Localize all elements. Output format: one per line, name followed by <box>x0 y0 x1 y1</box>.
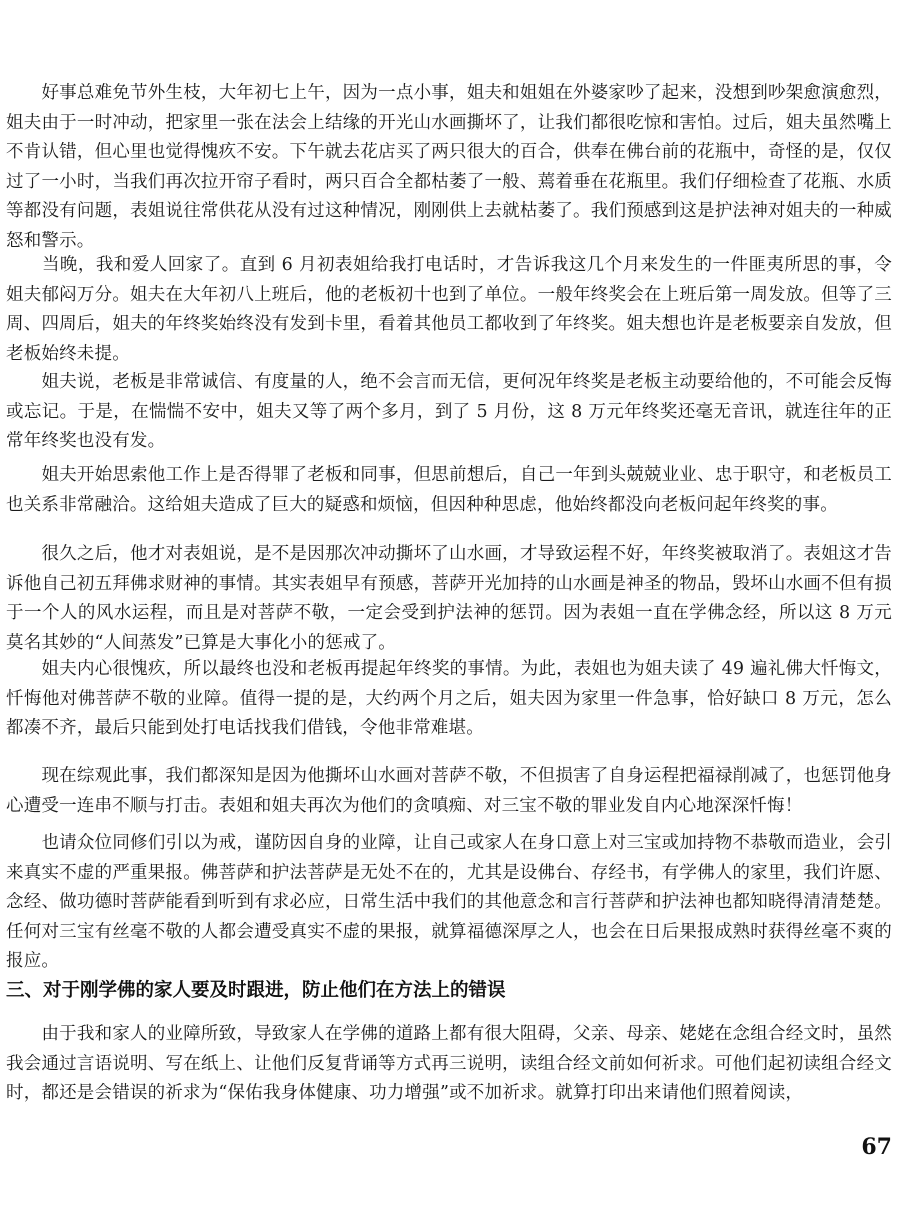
paragraph-family-practice: 由于我和家人的业障所致，导致家人在学佛的道路上都有很大阻碍，父亲、母亲、姥姥在念组合经文时，虽然我会通过言语说明、写在纸上、让他们反复背诵等方式再三说明，读组合经文前如何祈求。可他们起初读组合经文时，都还是会错误的祈求为“保佑我身体健康、功力增强”或不加祈求。就算打印出来请他们照着阅读， <box>6 1024 892 1103</box>
paragraph-boss-integrity: 姐夫说，老板是非常诚信、有度量的人，绝不会言而无信，更何况年终奖是老板主动要给他的，不可能会反悔或忘记。于是，在惴惴不安中，姐夫又等了两个多月，到了 5 月份，这 8 万元年终奖还毫无音讯，就连往年的正常年终奖也没有发。 <box>6 372 892 451</box>
page-number: 67 <box>861 1134 892 1160</box>
paragraph-warning: 也请众位同修们引以为戒，谨防因自身的业障，让自己或家人在身口意上对三宝或加持物不恭敬而造业，会引来真实不虚的严重果报。佛菩萨和护法菩萨是无处不在的，尤其是设佛台、存经书，有学佛人的家里，我们许愿、念经、做功德时菩萨能看到听到有求必应，日常生活中我们的其他意念和言行菩萨和护法神也都知晓得清清楚楚。任何对三宝有丝毫不敬的人都会遭受真实不虚的果报，就算福德深厚之人，也会在日后果报成熟时获得丝毫不爽的报应。 <box>6 833 892 971</box>
paragraph-repentance: 姐夫内心很愧疚，所以最终也没和老板再提起年终奖的事情。为此，表姐也为姐夫读了 49 遍礼佛大忏悔文，忏悔他对佛菩萨不敬的业障。值得一提的是，大约两个月之后，姐夫因为家里一件急事，恰好缺口 8 万元，怎么都凑不齐，最后只能到处打电话找我们借钱，令他非常难堪。 <box>6 659 892 738</box>
section-heading: 三、对于刚学佛的家人要及时跟进，防止他们在方法上的错误 <box>6 980 506 1001</box>
paragraph-self-reflection: 姐夫开始思索他工作上是否得罪了老板和同事，但思前想后，自己一年到头兢兢业业、忠于职守，和老板员工也关系非常融洽。这给姐夫造成了巨大的疑惑和烦恼，但因种种思虑，他始终都没向老板问起年终奖的事。 <box>6 465 892 515</box>
paragraph-painting-cause: 很久之后，他才对表姐说，是不是因那次冲动撕坏了山水画，才导致运程不好，年终奖被取消了。表姐这才告诉他自己初五拜佛求财神的事情。其实表姐早有预感，菩萨开光加持的山水画是神圣的物品，毁坏山水画不但有损于一个人的风水运程，而且是对菩萨不敬，一定会受到护法神的惩罚。因为表姐一直在学佛念经，所以这 8 万元莫名其妙的“人间蒸发”已算是大事化小的惩戒了。 <box>6 544 892 653</box>
paragraph-flower-incident: 好事总难免节外生枝，大年初七上午，因为一点小事，姐夫和姐姐在外婆家吵了起来，没想到吵架愈演愈烈，姐夫由于一时冲动，把家里一张在法会上结缘的开光山水画撕坏了，让我们都很吃惊和害怕。过后，姐夫虽然嘴上不肯认错，但心里也觉得愧疚不安。下午就去花店买了两只很大的百合，供奉在佛台前的花瓶中，奇怪的是，仅仅过了一小时，当我们再次拉开帘子看时，两只百合全都枯萎了一般、蔫着垂在花瓶里。我们仔细检查了花瓶、水质等都没有问题，表姐说往常供花从没有过这种情况，刚刚供上去就枯萎了。我们预感到这是护法神对姐夫的一种威怒和警示。 <box>6 83 892 251</box>
paragraph-reflection: 现在综观此事，我们都深知是因为他撕坏山水画对菩萨不敬，不但损害了自身运程把福禄削减了，也惩罚他身心遭受一连串不顺与打击。表姐和姐夫再次为他们的贪嗔痴、对三宝不敬的罪业发自内心地深深忏悔！ <box>6 766 892 816</box>
paragraph-year-end-bonus: 当晚，我和爱人回家了。直到 6 月初表姐给我打电话时，才告诉我这几个月来发生的一件匪夷所思的事，令姐夫郁闷万分。姐夫在大年初八上班后，他的老板初十也到了单位。一般年终奖会在上班后第一周发放。但等了三周、四周后，姐夫的年终奖始终没有发到卡里，看着其他员工都收到了年终奖。姐夫想也许是老板要亲自发放，但老板始终未提。 <box>6 255 892 364</box>
